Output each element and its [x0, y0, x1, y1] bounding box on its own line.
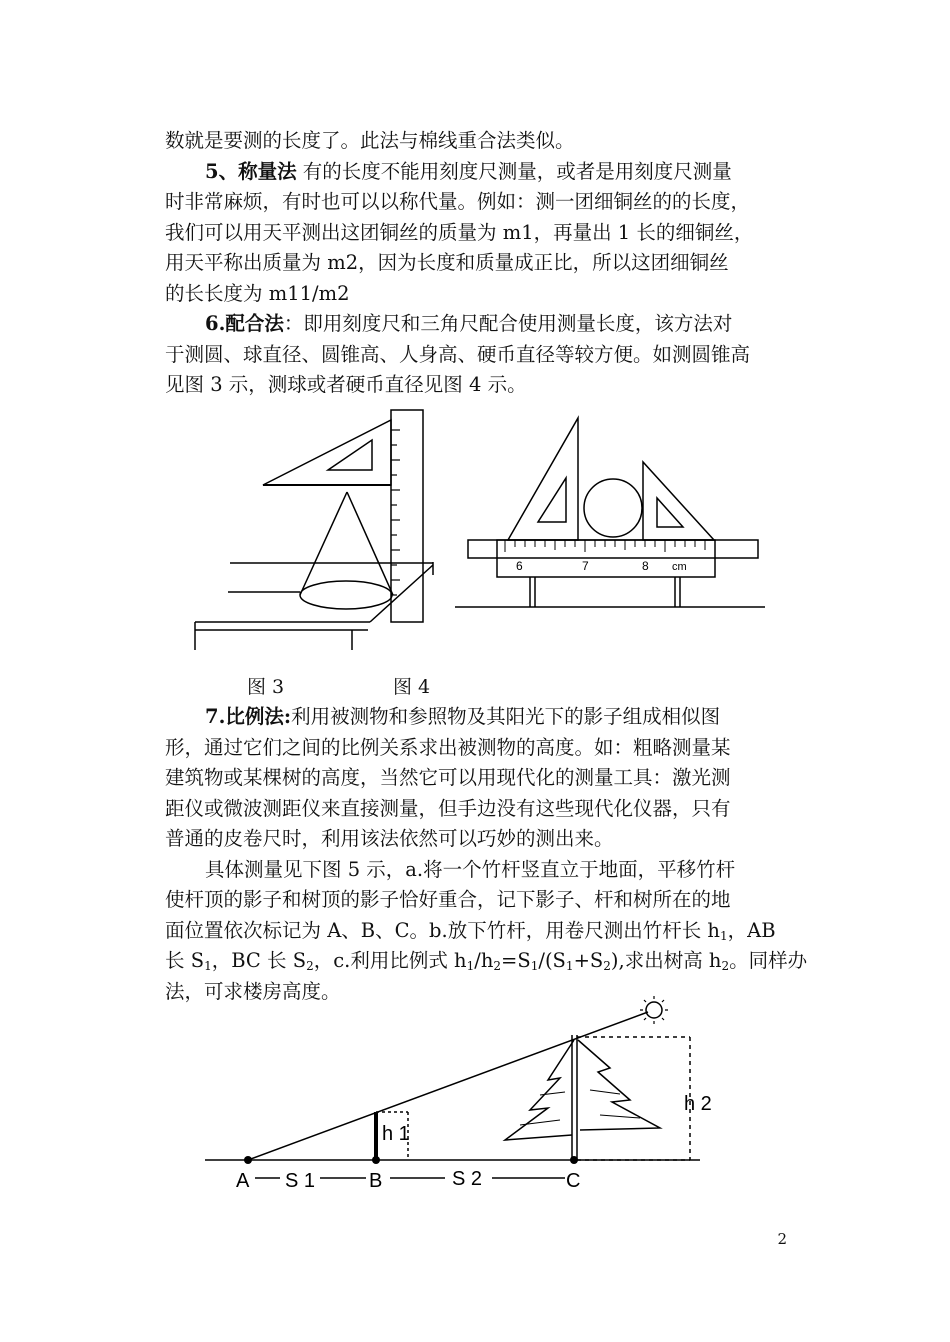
text-segment: /h [474, 949, 494, 972]
measure-line-2: 使杆顶的影子和树顶的影子恰好重合，记下影子、杆和树所在的地 [165, 888, 731, 911]
label-S2: S 2 [452, 1168, 483, 1190]
section-7-title: 7.比例法: [205, 705, 292, 728]
label-B: B [369, 1170, 383, 1192]
section-7-line-3: 建筑物或某棵树的高度，当然它可以用现代化的测量工具：激光测 [165, 766, 731, 789]
subscript: 1 [466, 959, 475, 973]
section-5-line-4: 用天平称出质量为 m2，因为长度和质量成正比，所以这团细铜丝 [165, 251, 729, 274]
measure-line-3-end: ，AB [727, 918, 776, 942]
subscript: 2 [306, 959, 314, 973]
label-h1: h 1 [382, 1123, 410, 1145]
label-S1: S 1 [285, 1170, 316, 1192]
section-6-line-3: 见图 3 示，测球或者硬币直径见图 4 示。 [165, 373, 527, 396]
vertical-ruler [391, 410, 423, 622]
measure-line-4 [165, 946, 808, 977]
set-square-right [643, 462, 714, 540]
section-7-line-1-text: 利用被测物和参照物及其阳光下的影子组成相似图 [291, 705, 721, 728]
subscript: 1 [719, 928, 728, 943]
text-segment: ，BC 长 S [211, 949, 307, 972]
section-6-line-2: 于测圆、球直径、圆锥高、人身高、硬币直径等较方便。如测圆锥高 [165, 342, 751, 366]
measure-line-3-text: 面位置依次标记为 A、B、C。b.放下竹杆，用卷尺测出竹杆长 h [165, 918, 720, 942]
subscript: 2 [493, 959, 502, 973]
set-square-fig3-inner [328, 440, 372, 470]
section-5-line-5: 的长长度为 m11/m2 [165, 281, 350, 305]
section-7-line-2: 形，通过它们之间的比例关系求出被测物的高度。如：粗略测量某 [165, 735, 731, 759]
ball-circle [584, 479, 642, 537]
cone-right-edge [347, 492, 393, 595]
point-A-dot [244, 1156, 252, 1164]
text-segment: 。同样办 [729, 949, 808, 972]
tree-foliage-left [505, 1040, 574, 1140]
subscript: 2 [721, 959, 730, 973]
section-7-line-5: 普通的皮卷尺时，利用该法依然可以巧妙的测出来。 [165, 827, 614, 850]
subscript: 1 [565, 959, 574, 973]
intro-line: 数就是要测的长度了。此法与棉线重合法类似。 [165, 129, 575, 152]
page-number: 2 [777, 1230, 787, 1248]
text-segment: =S [501, 949, 531, 972]
section-6-line-1-text: ：即用刻度尺和三角尺配合使用测量长度，该方法对 [283, 312, 733, 335]
measure-line-5: 法，可求楼房高度。 [165, 979, 341, 1003]
text-segment: ，c.利用比例式 h [313, 949, 467, 972]
cone-left-edge [300, 492, 347, 595]
vertical-ruler-ticks [391, 430, 400, 595]
point-C-dot [570, 1156, 578, 1164]
subscript: 2 [603, 959, 611, 973]
ruler-label-7: 7 [582, 559, 589, 573]
section-5-line-1-text: 有的长度不能用刻度尺测量，或者是用刻度尺测量 [296, 159, 732, 183]
label-A: A [236, 1170, 250, 1192]
ruler-label-6: 6 [516, 559, 523, 573]
label-h2: h 2 [684, 1093, 712, 1115]
text-block-bottom [165, 702, 808, 1007]
text-segment: ),求出树高 h [610, 949, 722, 972]
section-5-line-3: 我们可以用天平测出这团铜丝的质量为 m1，再量出 1 长的细铜丝， [165, 220, 754, 244]
point-B-dot [372, 1156, 380, 1164]
figure-4-caption: 图 4 [393, 676, 431, 698]
measure-line-3 [165, 916, 795, 947]
cone-base-ellipse [300, 581, 392, 609]
section-5-title: 5、称量法 [205, 159, 297, 183]
measure-line-1: 具体测量见下图 5 示，a.将一个竹杆竖直立于地面，平移竹杆 [205, 857, 736, 881]
ruler-label-8: 8 [642, 559, 649, 573]
section-5-line-2: 时非常麻烦，有时也可以以称代量。例如：测一团细铜丝的的长度， [165, 190, 751, 213]
section-7-line-4: 距仪或微波测距仪来直接测量，但手边没有这些现代化仪器，只有 [165, 796, 731, 820]
text-segment: /(S [538, 949, 566, 972]
text-segment: +S [573, 949, 604, 972]
section-6-title: 6.配合法 [205, 312, 284, 335]
figure-3-caption: 图 3 [247, 676, 285, 698]
section-7-line-1 [165, 702, 795, 733]
text-segment: 长 S [165, 949, 205, 972]
label-C: C [566, 1170, 581, 1192]
set-square-left-inner [538, 478, 566, 522]
sun-ray-line [248, 1012, 648, 1160]
horizontal-ruler-ticks [505, 540, 705, 552]
ruler-label-cm: cm [672, 561, 687, 573]
subscript: 1 [530, 959, 539, 973]
subscript: 1 [204, 959, 212, 973]
